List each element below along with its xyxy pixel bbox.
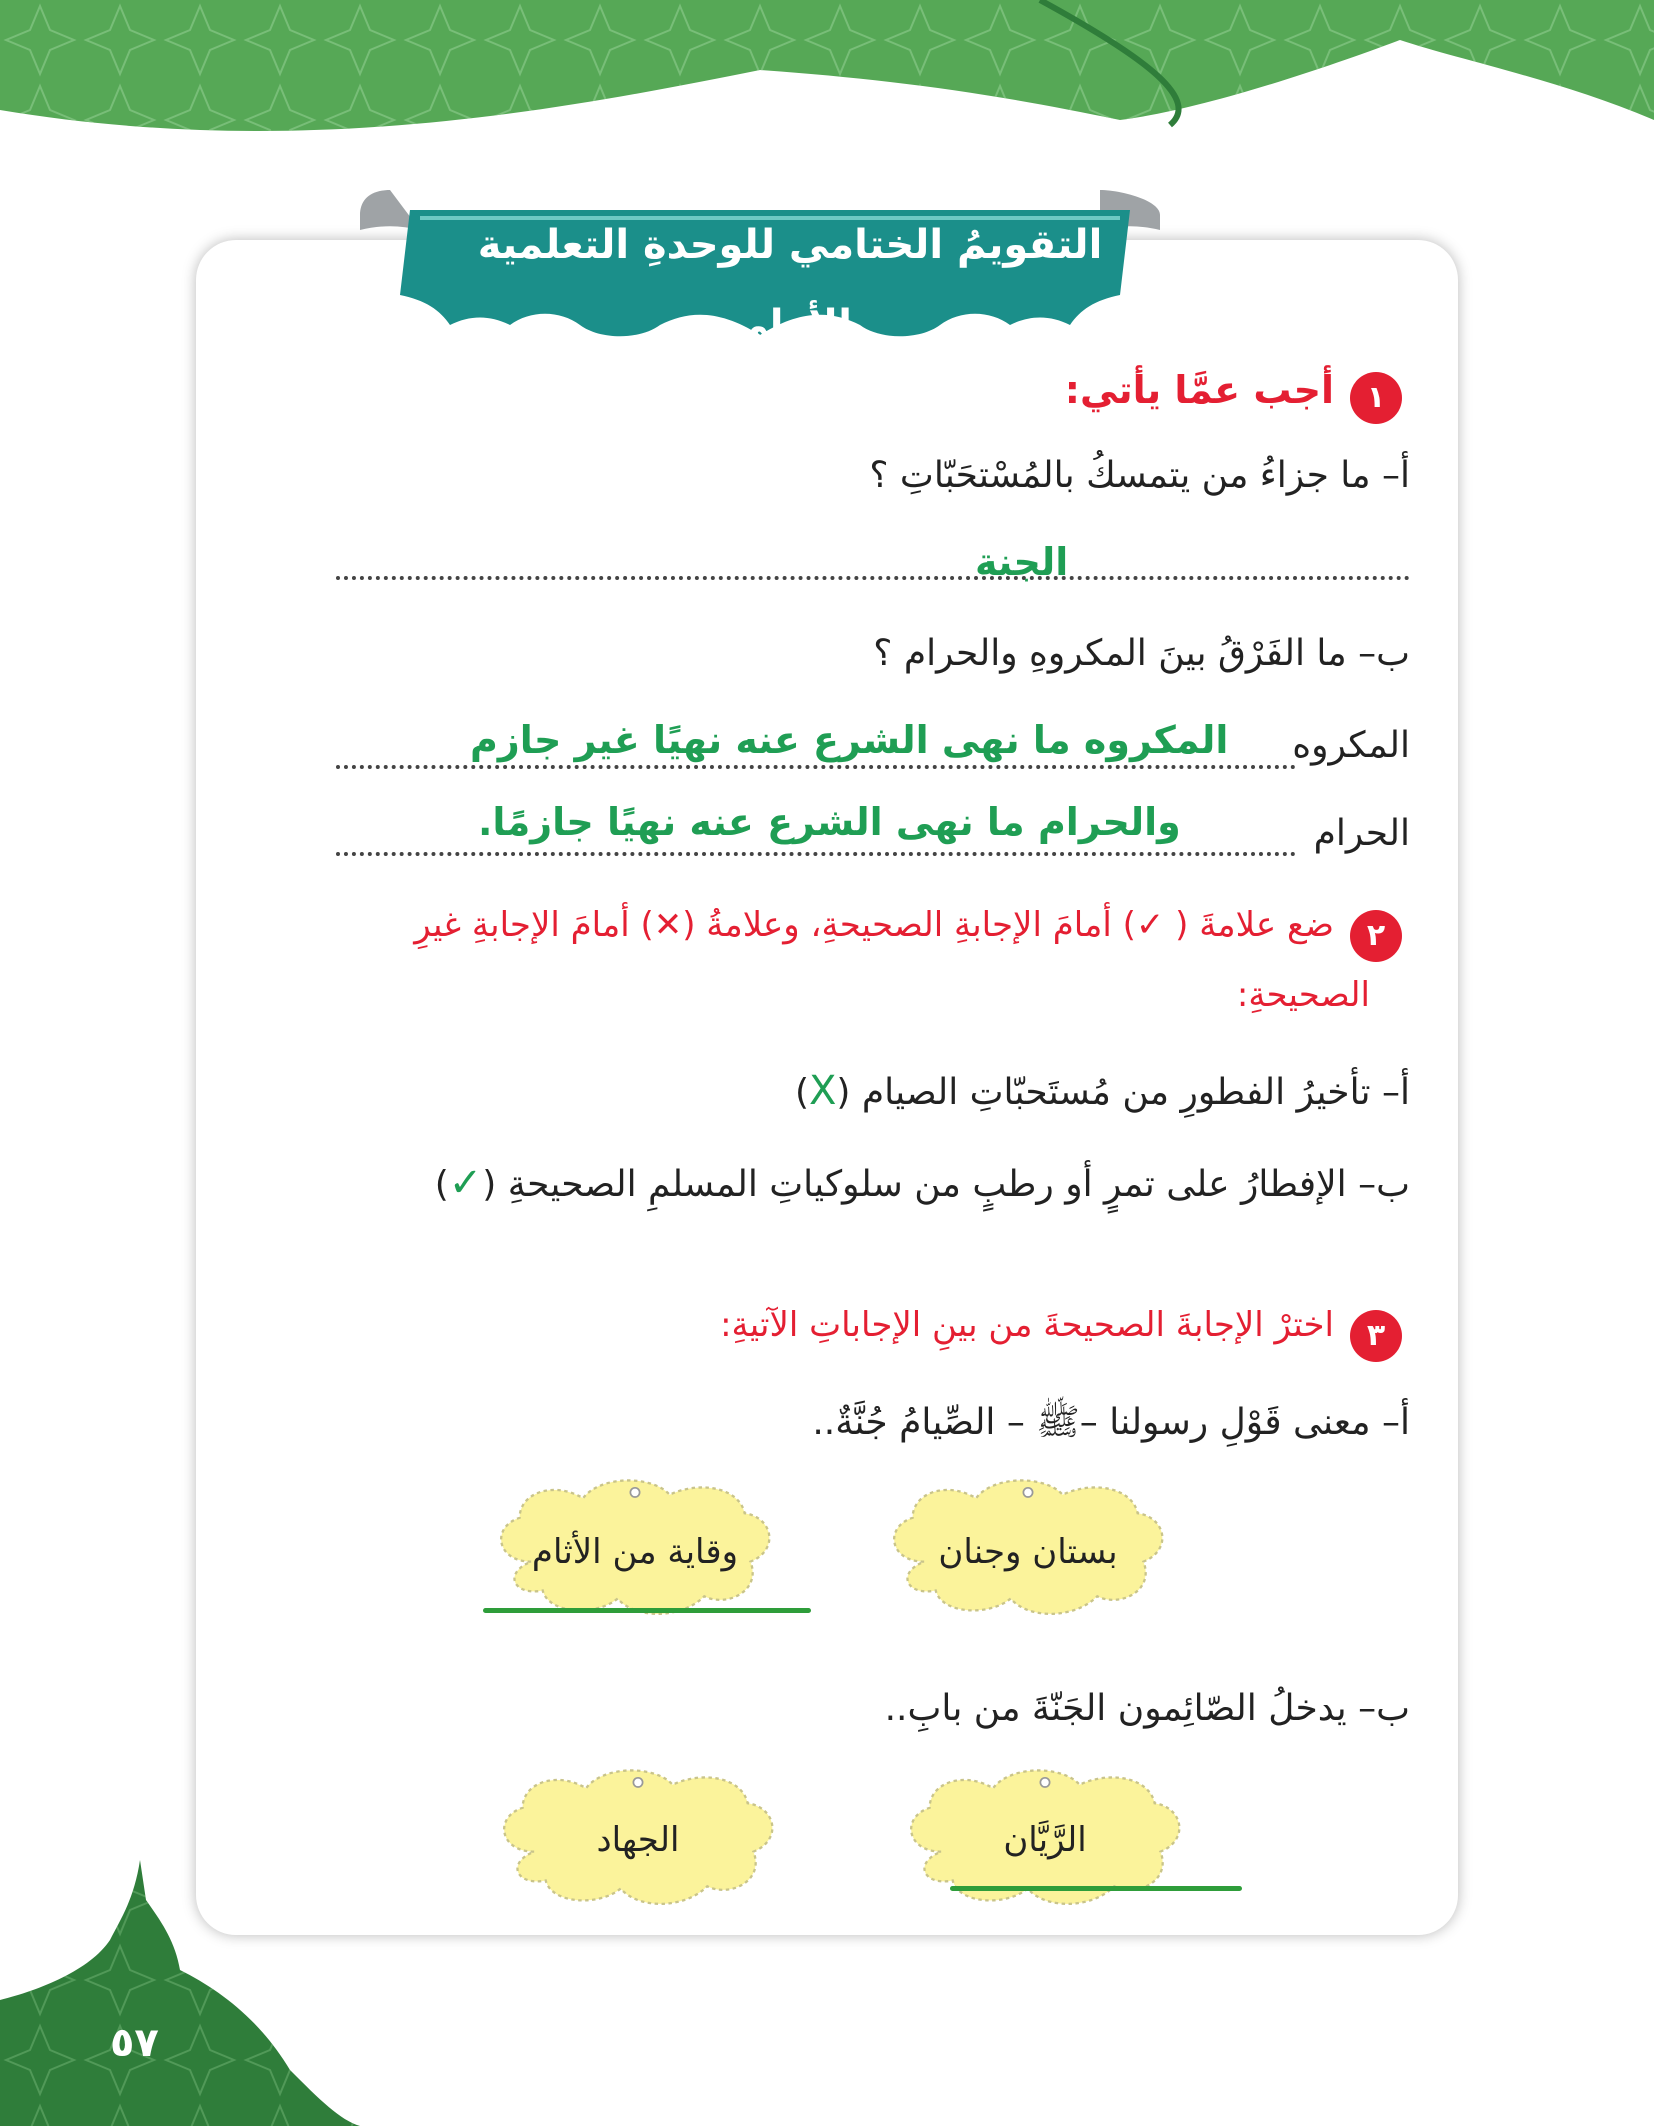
q2-item-a-mark: X	[809, 1068, 837, 1114]
q1-makrooh-answer-line	[336, 765, 1296, 769]
page-title: التقويمُ الختامي للوحدةِ التعلمية الأولى	[477, 222, 1103, 348]
question-1-heading: أجب عمَّا يأتي:	[1064, 368, 1334, 412]
question-3-number: ٣	[1350, 1310, 1402, 1362]
q2-item-a-text: أ– تأخيرُ الفطورِ من مُستَحبّاتِ الصيام (	[836, 1072, 1410, 1113]
q1-a-answer-line	[336, 576, 1410, 580]
q2-item-a-close: )	[794, 1072, 809, 1113]
q2-item-b-close: )	[434, 1164, 449, 1205]
q1-haram-answer-line	[336, 852, 1296, 856]
q1-a-question: أ– ما جزاءُ من يتمسكُ بالمُسْتحَبّاتِ ؟	[869, 455, 1410, 496]
question-2-heading-line2: الصحيحةِ:	[1236, 975, 1370, 1015]
q3-b-option-1-label: الرَّيَّان	[1003, 1820, 1087, 1860]
q1-makrooh-handwritten-answer: المكروه ما نهى الشرع عنه نهيًا غير جازم	[470, 718, 1229, 762]
q3-b-question: ب– يدخلُ الصّائِمون الجَنّةَ من بابِ..	[884, 1688, 1410, 1729]
top-decorative-banner	[0, 0, 1654, 170]
q1-haram-label: الحرام	[1313, 813, 1410, 854]
q2-item-b	[435, 1160, 1410, 1206]
q3-a-answer-underline	[483, 1608, 811, 1613]
q3-a-option-1-label: بستان وجنان	[938, 1532, 1118, 1572]
q1-makrooh-label: المكروه	[1292, 725, 1410, 766]
q3-a-question: أ– معنى قَوْلِ رسولنا –ﷺ – الصِّيامُ جُنَّةٌ..	[812, 1402, 1410, 1443]
q3-b-option-2-label: الجهاد	[596, 1820, 680, 1860]
q2-item-b-mark: ✓	[448, 1160, 483, 1206]
q1-haram-handwritten-answer: والحرام ما نهى الشرع عنه نهيًا جازمًا.	[478, 800, 1181, 844]
q1-b-question: ب– ما الفَرْقُ بينَ المكروهِ والحرام ؟	[873, 633, 1410, 674]
page-number: ٥٧	[110, 2020, 159, 2066]
q2-item-a	[795, 1068, 1410, 1114]
question-2-number: ٢	[1350, 910, 1402, 962]
q3-b-answer-underline	[950, 1886, 1242, 1891]
question-1-number: ١	[1350, 372, 1402, 424]
q2-item-b-text: ب– الإفطارُ على تمرٍ أو رطبٍ من سلوكياتِ المسلمِ الصحيحةِ (	[482, 1164, 1410, 1205]
question-3-heading: اخترْ الإجابةَ الصحيحةَ من بينِ الإجاباتِ الآتيةِ:	[720, 1305, 1334, 1345]
question-2-heading-line1: ضع علامةَ ( ✓) أمامَ الإجابةِ الصحيحةِ، وعلامةُ (✕) أمامَ الإجابةِ غيرِ	[414, 905, 1334, 945]
q1-a-handwritten-answer: الجنة	[975, 540, 1069, 584]
q3-a-option-2-label: وقاية من الأثام	[531, 1532, 739, 1572]
